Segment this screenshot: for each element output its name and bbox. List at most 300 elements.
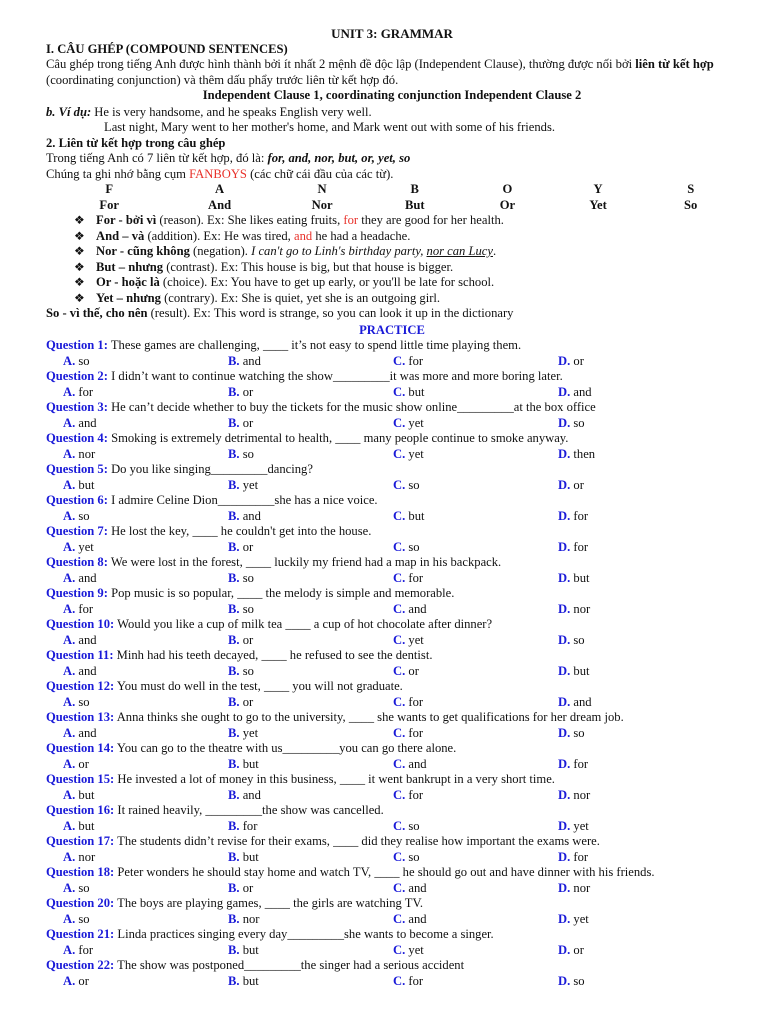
option-text: yet: [405, 446, 424, 461]
option-letter: A.: [63, 570, 76, 585]
answer-option: [393, 726, 558, 742]
option-letter: A.: [63, 632, 76, 647]
option-text: for: [405, 725, 424, 740]
option-text: and: [75, 415, 97, 430]
fanboys-word-6: So: [684, 197, 698, 212]
option-letter: C.: [393, 756, 406, 771]
option-text: so: [570, 725, 585, 740]
answer-options: [46, 788, 738, 804]
question-text: Smoking is extremely detrimental to health, ____ many people continue to smoke anyway.: [107, 431, 569, 445]
option-text: but: [570, 570, 590, 585]
question-item: [46, 803, 738, 819]
question-text: Peter wonders he should stay home and watch TV, ____ he should go out and have dinner with his friends.: [114, 865, 655, 879]
question-number: Question 22:: [46, 958, 115, 972]
bullet-head: Nor - cũng không: [96, 244, 190, 258]
option-text: so: [239, 601, 254, 616]
option-text: or: [570, 477, 584, 492]
intro-text-end: (coordinating conjunction) và thêm dấu phẩy trước liên từ kết hợp đó.: [46, 72, 399, 87]
question-number: Question 10:: [46, 617, 115, 631]
option-text: or: [239, 539, 254, 554]
diamond-bullet-icon: ❖: [74, 213, 85, 227]
question-item: [46, 834, 738, 850]
option-text: so: [405, 818, 420, 833]
option-text: so: [570, 415, 585, 430]
option-letter: B.: [228, 942, 240, 957]
answer-option: [63, 757, 228, 773]
question-number: Question 7:: [46, 524, 108, 538]
option-letter: C.: [393, 849, 406, 864]
unit-title: UNIT 3: GRAMMAR: [331, 26, 453, 41]
question-text: I didn’t want to continue watching the show_________it was more and more boring later.: [107, 369, 563, 383]
question-number: Question 13:: [46, 710, 115, 724]
answer-options: [46, 974, 738, 990]
answer-option: [228, 447, 393, 463]
answer-options: [46, 509, 738, 525]
answer-option: [228, 602, 393, 618]
answer-options: [46, 602, 738, 618]
practice-heading: PRACTICE: [359, 322, 425, 337]
option-letter: B.: [228, 787, 240, 802]
option-letter: B.: [228, 632, 240, 647]
option-letter: B.: [228, 539, 240, 554]
option-text: yet: [239, 477, 259, 492]
option-letter: D.: [558, 601, 571, 616]
option-letter: D.: [558, 415, 571, 430]
option-text: for: [239, 818, 258, 833]
answer-option: [228, 943, 393, 959]
fanboys-letter-2: N: [317, 182, 327, 196]
option-letter: A.: [63, 384, 76, 399]
question-text: Do you like singing_________dancing?: [107, 462, 313, 476]
option-text: for: [570, 508, 589, 523]
option-letter: C.: [393, 818, 406, 833]
answer-option: [63, 478, 228, 494]
intro-paragraph: [46, 57, 738, 88]
option-text: so: [75, 911, 90, 926]
option-letter: D.: [558, 725, 571, 740]
question-text: Would you like a cup of milk tea ____ a cup of hot chocolate after dinner?: [114, 617, 493, 631]
answer-options: [46, 850, 738, 866]
option-letter: A.: [63, 911, 76, 926]
bullet-underline: nor can Lucy: [426, 244, 493, 258]
option-letter: D.: [558, 663, 571, 678]
conjunction-intro-1: [46, 151, 738, 167]
option-letter: D.: [558, 973, 571, 988]
option-text: so: [570, 973, 585, 988]
section-1-heading: I. CÂU GHÉP (COMPOUND SENTENCES): [46, 41, 288, 56]
answer-option: [558, 633, 708, 649]
conj-list: for, and, nor, but, or, yet, so: [267, 151, 411, 165]
option-letter: D.: [558, 756, 571, 771]
fanboys-word-2: Nor: [311, 197, 333, 212]
answer-options: [46, 478, 738, 494]
fanboys-letter-4: O: [502, 182, 513, 196]
answer-option: [63, 695, 228, 711]
answer-option: [558, 385, 708, 401]
option-text: or: [239, 694, 254, 709]
question-item: [46, 586, 738, 602]
option-letter: C.: [393, 601, 406, 616]
option-letter: B.: [228, 973, 240, 988]
answer-option: [558, 416, 708, 432]
question-text: Minh had his teeth decayed, ____ he refused to see the dentist.: [113, 648, 433, 662]
option-text: and: [405, 911, 427, 926]
diamond-bullet-icon: ❖: [74, 228, 85, 243]
option-letter: C.: [393, 880, 406, 895]
so-line: [46, 306, 738, 322]
answer-option: [393, 602, 558, 618]
fanboys-word-4: Or: [499, 197, 516, 212]
option-text: for: [570, 756, 589, 771]
option-text: and: [239, 787, 261, 802]
answer-options: [46, 943, 738, 959]
option-text: and: [405, 601, 427, 616]
bullet-pre: (addition). Ex: He was tired,: [144, 228, 294, 243]
option-letter: A.: [63, 477, 76, 492]
answer-option: [228, 571, 393, 587]
option-text: or: [405, 663, 419, 678]
question-text: These games are challenging, ____ it’s not easy to spend little time playing them.: [107, 338, 522, 352]
question-text: Anna thinks she ought to go to the university, ____ she wants to get qualifications for her dream job.: [114, 710, 624, 724]
answer-option: [63, 633, 228, 649]
option-text: and: [405, 880, 427, 895]
question-list: [46, 338, 738, 989]
example-sentence-1: He is very handsome, and he speaks English very well.: [91, 104, 372, 119]
answer-options: [46, 354, 738, 370]
question-text: The students didn’t revise for their exams, ____ did they realise how important the exams were.: [114, 834, 600, 848]
option-letter: C.: [393, 415, 406, 430]
option-letter: A.: [63, 353, 76, 368]
option-letter: D.: [558, 942, 571, 957]
option-letter: B.: [228, 818, 240, 833]
option-text: and: [75, 570, 97, 585]
answer-option: [558, 664, 708, 680]
answer-option: [393, 509, 558, 525]
fanboys-term: FANBOYS: [189, 166, 247, 181]
option-letter: A.: [63, 694, 76, 709]
option-letter: D.: [558, 570, 571, 585]
answer-options: [46, 633, 738, 649]
option-text: for: [570, 539, 589, 554]
bullet-post: he had a headache.: [312, 228, 411, 243]
answer-option: [228, 819, 393, 835]
question-item: [46, 493, 738, 509]
conjunction-bullet: [46, 260, 738, 276]
answer-option: [228, 974, 393, 990]
question-text: It rained heavily, _________the show was cancelled.: [114, 803, 384, 817]
answer-option: [393, 819, 558, 835]
so-rest: (result). Ex: This word is strange, so you can look it up in the dictionary: [147, 306, 514, 320]
option-text: nor: [75, 849, 96, 864]
option-text: nor: [239, 911, 260, 926]
fanboys-letter-6: S: [687, 182, 695, 196]
option-letter: D.: [558, 508, 571, 523]
option-letter: B.: [228, 353, 240, 368]
option-letter: D.: [558, 787, 571, 802]
answer-option: [393, 478, 558, 494]
option-letter: B.: [228, 446, 240, 461]
option-text: but: [239, 942, 259, 957]
answer-option: [228, 881, 393, 897]
answer-option: [63, 850, 228, 866]
option-text: or: [239, 384, 254, 399]
question-item: [46, 400, 738, 416]
option-text: yet: [405, 415, 424, 430]
question-number: Question 1:: [46, 338, 108, 352]
bullet-head: But – nhưng: [96, 259, 164, 274]
option-letter: C.: [393, 539, 406, 554]
bullet-text: [96, 229, 410, 245]
diamond-bullet-icon: ❖: [74, 290, 85, 305]
answer-option: [228, 664, 393, 680]
bullet-highlight: and: [293, 228, 313, 243]
question-item: [46, 896, 738, 912]
answer-option: [558, 602, 708, 618]
question-item: [46, 679, 738, 695]
option-text: yet: [405, 632, 424, 647]
bullet-post: .: [492, 244, 497, 258]
answer-option: [63, 602, 228, 618]
intro-bold-term: liên từ kết hợp: [635, 57, 714, 71]
answer-option: [228, 912, 393, 928]
bullet-text: [96, 213, 504, 229]
answer-option: [393, 416, 558, 432]
option-text: yet: [570, 911, 589, 926]
answer-options: [46, 881, 738, 897]
answer-option: [393, 788, 558, 804]
option-letter: C.: [393, 508, 406, 523]
answer-option: [63, 943, 228, 959]
conjunction-bullet: [46, 291, 738, 307]
answer-option: [63, 881, 228, 897]
option-letter: A.: [63, 942, 76, 957]
option-letter: A.: [63, 663, 76, 678]
option-letter: C.: [393, 353, 406, 368]
option-text: and: [570, 694, 592, 709]
option-letter: C.: [393, 911, 406, 926]
fanboys-intro-end: (các chữ cái đầu của các từ).: [246, 166, 394, 181]
fanboys-letter-0: F: [105, 182, 114, 196]
question-item: [46, 338, 738, 354]
fanboys-word-1: And: [208, 197, 232, 212]
question-text: He lost the key, ____ he couldn't get into the house.: [107, 524, 372, 538]
question-text: You must do well in the test, ____ you will not graduate.: [114, 679, 403, 693]
option-letter: C.: [393, 384, 406, 399]
answer-options: [46, 447, 738, 463]
option-text: for: [405, 787, 424, 802]
option-letter: C.: [393, 694, 406, 709]
option-text: nor: [75, 446, 96, 461]
bullet-head: For - bởi vì: [96, 213, 157, 227]
option-text: or: [239, 632, 254, 647]
conj-intro-text: Trong tiếng Anh có 7 liên từ kết hợp, đó là:: [46, 151, 268, 165]
option-text: so: [405, 849, 420, 864]
answer-option: [558, 819, 708, 835]
option-text: and: [75, 663, 97, 678]
bullet-pre: (contrary). Ex: She is quiet, yet she is an outgoing girl.: [160, 290, 441, 305]
question-text: He can’t decide whether to buy the tickets for the music show online_________at the box office: [107, 400, 596, 414]
option-text: yet: [570, 818, 589, 833]
answer-option: [63, 788, 228, 804]
option-letter: C.: [393, 477, 406, 492]
option-text: so: [239, 663, 254, 678]
answer-options: [46, 540, 738, 556]
fanboys-letter-3: B: [410, 182, 419, 196]
section-2-heading: 2. Liên từ kết hợp trong câu ghép: [46, 135, 226, 150]
answer-option: [558, 695, 708, 711]
question-item: [46, 927, 738, 943]
option-text: or: [570, 353, 584, 368]
option-text: but: [570, 663, 590, 678]
option-text: so: [405, 539, 420, 554]
option-text: but: [239, 756, 259, 771]
option-letter: B.: [228, 663, 240, 678]
question-number: Question 20:: [46, 896, 115, 910]
fanboys-word-3: But: [404, 197, 425, 212]
option-text: for: [75, 601, 94, 616]
question-text: I admire Celine Dion_________she has a nice voice.: [107, 493, 378, 507]
option-text: yet: [239, 725, 259, 740]
option-letter: C.: [393, 446, 406, 461]
option-text: nor: [570, 787, 591, 802]
option-text: but: [239, 973, 259, 988]
option-letter: B.: [228, 508, 240, 523]
question-number: Question 12:: [46, 679, 115, 693]
answer-options: [46, 912, 738, 928]
answer-option: [63, 540, 228, 556]
answer-option: [558, 354, 708, 370]
option-text: but: [405, 508, 425, 523]
question-text: Linda practices singing every day_________she wants to become a singer.: [114, 927, 494, 941]
option-letter: A.: [63, 539, 76, 554]
answer-option: [558, 757, 708, 773]
answer-option: [558, 540, 708, 556]
answer-option: [63, 447, 228, 463]
option-text: so: [239, 446, 254, 461]
option-text: or: [75, 973, 89, 988]
option-letter: C.: [393, 942, 406, 957]
option-letter: B.: [228, 601, 240, 616]
question-number: Question 8:: [46, 555, 108, 569]
option-letter: D.: [558, 477, 571, 492]
fanboys-word-0: For: [99, 197, 120, 212]
option-letter: A.: [63, 601, 76, 616]
option-text: yet: [405, 942, 424, 957]
question-text: The show was postponed_________the singer had a serious accident: [114, 958, 465, 972]
question-number: Question 6:: [46, 493, 108, 507]
conjunction-bullet-list: [46, 213, 738, 306]
conjunction-intro-2: [46, 167, 738, 183]
bullet-text: [96, 275, 494, 291]
option-text: nor: [570, 601, 591, 616]
bullet-post: they are good for her health.: [358, 213, 504, 227]
answer-option: [63, 912, 228, 928]
answer-option: [228, 540, 393, 556]
answer-option: [228, 478, 393, 494]
intro-text: Câu ghép trong tiếng Anh được hình thành bởi ít nhất 2 mệnh đề độc lập (Independent Clause), thường được nối bởi: [46, 57, 636, 71]
answer-option: [228, 850, 393, 866]
option-text: and: [75, 632, 97, 647]
option-letter: D.: [558, 849, 571, 864]
option-letter: C.: [393, 570, 406, 585]
question-number: Question 18:: [46, 865, 115, 879]
example-block: [46, 105, 738, 136]
option-letter: B.: [228, 911, 240, 926]
option-letter: B.: [228, 415, 240, 430]
answer-option: [63, 819, 228, 835]
example-label: b. Ví dụ:: [46, 104, 92, 119]
answer-option: [393, 850, 558, 866]
answer-option: [393, 571, 558, 587]
question-item: [46, 462, 738, 478]
question-number: Question 11:: [46, 648, 114, 662]
answer-options: [46, 571, 738, 587]
conjunction-bullet: [46, 229, 738, 245]
option-letter: D.: [558, 539, 571, 554]
answer-option: [393, 540, 558, 556]
answer-option: [228, 695, 393, 711]
option-text: for: [75, 942, 94, 957]
answer-option: [393, 912, 558, 928]
option-text: but: [75, 787, 95, 802]
fanboys-words-row: [46, 198, 738, 214]
option-text: and: [239, 508, 261, 523]
option-letter: C.: [393, 663, 406, 678]
option-text: but: [405, 384, 425, 399]
question-item: [46, 555, 738, 571]
answer-option: [558, 974, 708, 990]
option-text: and: [405, 756, 427, 771]
answer-option: [558, 788, 708, 804]
answer-option: [393, 943, 558, 959]
option-letter: B.: [228, 756, 240, 771]
answer-option: [558, 912, 708, 928]
option-text: so: [75, 353, 90, 368]
option-letter: A.: [63, 818, 76, 833]
question-text: Pop music is so popular, ____ the melody is simple and memorable.: [107, 586, 455, 600]
option-text: so: [75, 880, 90, 895]
answer-option: [393, 385, 558, 401]
option-letter: A.: [63, 787, 76, 802]
question-item: [46, 772, 738, 788]
question-number: Question 3:: [46, 400, 108, 414]
question-number: Question 16:: [46, 803, 115, 817]
option-text: and: [570, 384, 592, 399]
option-text: for: [570, 849, 589, 864]
option-letter: A.: [63, 849, 76, 864]
answer-option: [393, 757, 558, 773]
answer-option: [558, 881, 708, 897]
answer-option: [228, 385, 393, 401]
option-letter: B.: [228, 880, 240, 895]
option-text: then: [570, 446, 596, 461]
option-letter: D.: [558, 818, 571, 833]
answer-option: [393, 447, 558, 463]
answer-options: [46, 757, 738, 773]
answer-option: [558, 943, 708, 959]
question-item: [46, 524, 738, 540]
answer-option: [393, 633, 558, 649]
question-number: Question 14:: [46, 741, 115, 755]
question-item: [46, 958, 738, 974]
option-text: so: [239, 570, 254, 585]
option-text: and: [239, 353, 261, 368]
fanboys-word-5: Yet: [589, 197, 607, 212]
option-letter: A.: [63, 446, 76, 461]
option-letter: B.: [228, 384, 240, 399]
option-text: for: [405, 694, 424, 709]
answer-option: [228, 416, 393, 432]
